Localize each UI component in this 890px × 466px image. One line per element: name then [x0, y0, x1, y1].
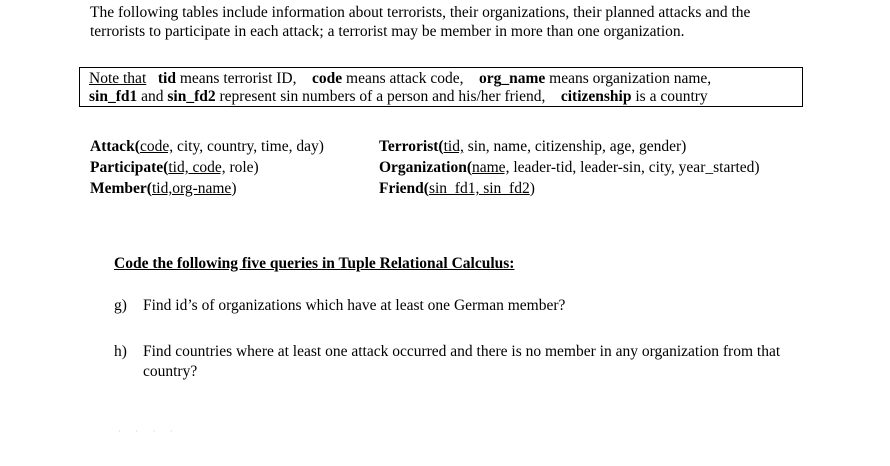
schema-name: Terrorist(: [379, 138, 444, 155]
schema-list-left: [90, 136, 324, 199]
schema-key: tid,org-name: [151, 180, 232, 197]
schema-name: Participate(: [90, 159, 169, 176]
schema-member: [90, 178, 324, 199]
schema-attack: [90, 136, 324, 157]
note-cit-desc: is a country: [631, 88, 708, 105]
schema-name: Attack(: [90, 138, 140, 155]
schema-attrs: role): [225, 159, 259, 176]
note-and-word: and: [137, 88, 168, 105]
note-prefix: Note that: [89, 70, 147, 87]
query-h: [114, 342, 854, 382]
intro-paragraph: [90, 3, 850, 41]
note-line-2: [89, 88, 802, 106]
schema-name: Friend(: [379, 180, 429, 197]
schema-attrs: ): [529, 180, 535, 197]
queries-heading: Code the following five queries in Tuple Relational Calculus:: [114, 255, 515, 272]
note-cit-term: citizenship: [560, 88, 632, 105]
schema-key: tid, code,: [168, 159, 226, 176]
note-org-desc: means organization name,: [545, 70, 712, 87]
note-sin-desc: represent sin numbers of a person and his/her friend,: [215, 88, 546, 105]
intro-line-2: terrorists to participate in each attack; a terrorist may be member in more than one organization.: [90, 23, 685, 40]
schema-attrs: ): [231, 180, 237, 197]
query-label: g): [114, 297, 127, 314]
query-g: [114, 296, 854, 316]
schema-friend: [379, 178, 760, 199]
note-sin2-term: sin_fd2: [167, 88, 216, 105]
query-text-line-1: Find countries where at least one attack occurred and there is no member in any organization from that: [143, 343, 781, 360]
schema-organization: [379, 157, 760, 178]
note-tid-term: tid: [157, 70, 176, 87]
note-box: [79, 67, 803, 107]
note-org-term: org_name: [479, 70, 546, 87]
note-code-desc: means attack code,: [342, 70, 464, 87]
schema-key: code,: [139, 138, 174, 155]
intro-line-1: The following tables include information about terrorists, their organizations, their planned attacks and the: [90, 4, 751, 21]
note-tid-desc: means terrorist ID,: [175, 70, 297, 87]
note-code-term: code: [312, 70, 343, 87]
query-label: h): [114, 343, 127, 360]
schema-participate: [90, 157, 324, 178]
note-line-1: [89, 70, 802, 88]
schema-key: sin_fd1, sin_fd2: [428, 180, 530, 197]
schema-list-right: [379, 136, 760, 199]
schema-name: Member(: [90, 180, 152, 197]
query-text: Find id’s of organizations which have at least one German member?: [143, 297, 566, 314]
schema-attrs: city, country, time, day): [173, 138, 324, 155]
schema-key: name,: [472, 159, 510, 176]
query-text-line-2: country?: [143, 363, 198, 380]
schema-attrs: sin, name, citizenship, age, gender): [463, 138, 687, 155]
schema-key: tid,: [443, 138, 464, 155]
note-sin1-term: sin_fd1: [89, 88, 138, 105]
faint-cutoff-text: · · · ·: [118, 426, 179, 436]
schema-name: Organization(: [379, 159, 472, 176]
schema-terrorist: [379, 136, 760, 157]
schema-attrs: leader-tid, leader-sin, city, year_started): [509, 159, 760, 176]
